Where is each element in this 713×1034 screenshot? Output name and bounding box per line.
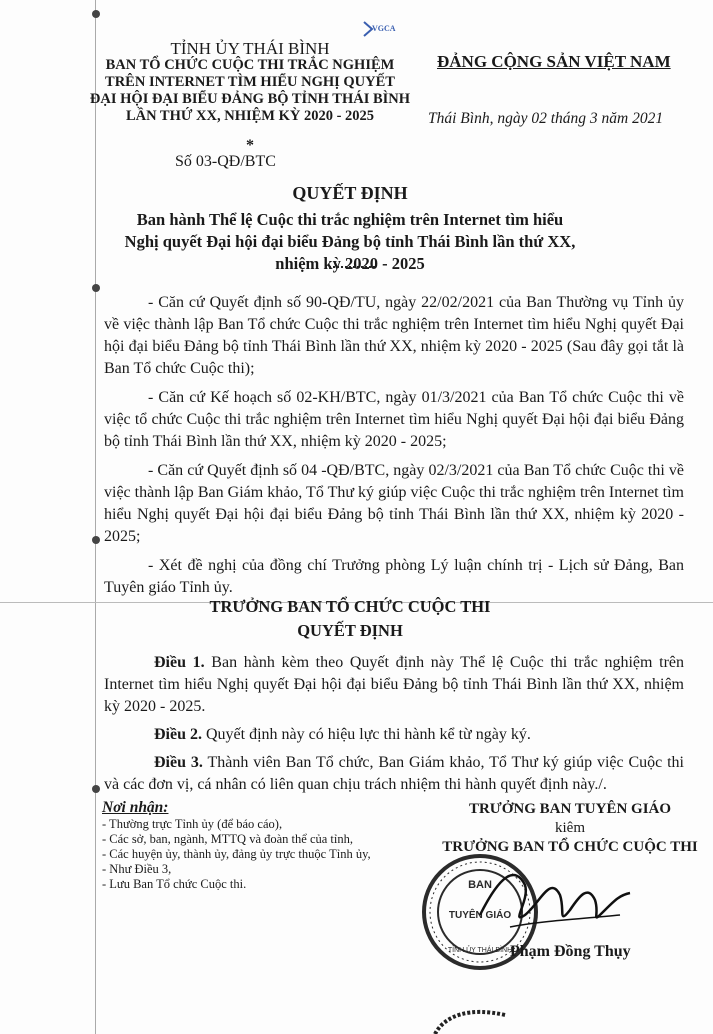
svg-text:BAN: BAN <box>468 879 492 891</box>
issuing-organization <box>80 40 420 125</box>
article <box>104 652 684 718</box>
decision-heading: QUYẾT ĐỊNH <box>297 621 403 640</box>
org-line: LẦN THỨ XX, NHIỆM KỲ 2020 - 2025 <box>125 108 375 124</box>
digital-signature-icon <box>362 20 374 38</box>
article-text: Thành viên Ban Tổ chức, Ban Giám khảo, Tổ Thư ký giúp việc Cuộc thi và các đơn vị, cá nhân có liên quan chịu trách nhiệm thi hành quyết định này./. <box>104 754 684 793</box>
document-title: QUYẾT ĐỊNH <box>292 183 408 203</box>
org-line: TỈNH ỦY THÁI BÌNH <box>170 39 330 58</box>
preamble-paragraph: - Xét đề nghị của đồng chí Trưởng phòng Lý luận chính trị - Lịch sử Đảng, Ban Tuyên giáo Tỉnh ủy. <box>104 557 684 596</box>
org-line: BAN TỔ CHỨC CUỘC THI TRẮC NGHIỆM <box>105 57 395 73</box>
svg-text:TỈNH ỦY THÁI BÌNH: TỈNH ỦY THÁI BÌNH <box>447 947 513 954</box>
preamble-paragraph: - Căn cứ Quyết định số 04 -QĐ/BTC, ngày 02/3/2021 của Ban Tổ chức Cuộc thi về việc thành lập Ban Giám khảo, Tổ Thư ký giúp việc Cuộc thi trắc nghiệm trên Internet tìm hiểu Nghị quyết Đại hội đại biểu Đảng bộ tỉnh Thái Bình lần thứ XX, nhiệm kỳ 2020 - 2025; <box>104 462 684 545</box>
preamble-paragraph: - Căn cứ Kế hoạch số 02-KH/BTC, ngày 01/3/2021 của Ban Tổ chức Cuộc thi về việc tổ chức Cuộc thi trắc nghiệm trên Internet tìm hiểu Nghị quyết Đại hội đại biểu Đảng bộ tỉnh Thái Bình lần thứ XX, nhiệm kỳ 2020 - 2025; <box>104 389 684 450</box>
recipient-item: - Các huyện ủy, thành ủy, đảng ủy trực thuộc Tỉnh ủy, <box>102 847 371 861</box>
article-label: Điều 1. <box>154 654 205 671</box>
recipient-item: - Các sở, ban, ngành, MTTQ và đoàn thể của tỉnh, <box>102 832 353 846</box>
org-line: ĐẠI HỘI ĐẠI BIỂU ĐẢNG BỘ TỈNH THÁI BÌNH <box>89 91 411 107</box>
svg-text:TUYÊN GIÁO: TUYÊN GIÁO <box>448 910 512 921</box>
article-label: Điều 3. <box>154 754 203 771</box>
article <box>104 724 684 746</box>
org-line: TRÊN INTERNET TÌM HIỂU NGHỊ QUYẾT <box>105 74 395 90</box>
document-number: Số 03-QĐ/BTC <box>175 153 276 170</box>
preamble-paragraph: - Căn cứ Quyết định số 90-QĐ/TU, ngày 22/02/2021 của Ban Thường vụ Tỉnh ủy về việc thành lập Ban Tổ chức Cuộc thi trắc nghiệm trên Internet tìm hiểu Nghị quyết Đại hội đại biểu Đảng bộ tỉnh Thái Bình lần thứ XX, nhiệm kỳ 2020 - 2025 (Sau đây gọi tắt là Ban Tổ chức Cuộc thi); <box>104 294 684 377</box>
punch-hole <box>92 536 100 544</box>
party-name: ĐẢNG CỘNG SẢN VIỆT NAM <box>437 52 671 71</box>
signer-name: Phạm Đồng Thụy <box>510 943 631 960</box>
recipient-item: - Thường trực Tỉnh ủy (để báo cáo), <box>102 817 283 831</box>
article-label: Điều 2. <box>154 726 202 743</box>
title-divider <box>325 266 375 268</box>
subtitle-line: nhiệm kỳ 2020 - 2025 <box>275 254 425 273</box>
signer-title: TRƯỞNG BAN TUYÊN GIÁO <box>468 801 672 817</box>
header-star: * <box>246 137 254 154</box>
punch-hole <box>92 10 100 18</box>
article-text: Ban hành kèm theo Quyết định này Thể lệ Cuộc thi trắc nghiệm trên Internet tìm hiểu Nghị quyết Đại hội đại biểu Đảng bộ tỉnh Thái Bình lần thứ XX, nhiệm kỳ 2020 - 2025. <box>104 654 684 715</box>
punch-hole <box>92 785 100 793</box>
recipients-block <box>102 800 422 892</box>
digital-signature-logo: VGCA <box>372 24 396 33</box>
scan-edge-line <box>95 0 96 1034</box>
recipient-item: - Lưu Ban Tổ chức Cuộc thi. <box>102 877 247 891</box>
issue-date: Thái Bình, ngày 02 tháng 3 năm 2021 <box>428 110 664 127</box>
article <box>104 752 684 796</box>
preamble <box>104 292 684 606</box>
punch-hole <box>92 284 100 292</box>
article-text: Quyết định này có hiệu lực thi hành kể từ ngày ký. <box>202 726 531 743</box>
articles <box>104 652 684 802</box>
page-seal-fragment-icon <box>430 1005 510 1034</box>
signer-title-2: TRƯỞNG BAN TỔ CHỨC CUỘC THI <box>442 839 698 855</box>
handwritten-signature <box>470 855 640 935</box>
signature-block <box>430 800 710 857</box>
recipients-label: Nơi nhận: <box>102 799 169 816</box>
subtitle-line: Ban hành Thể lệ Cuộc thi trắc nghiệm trên Internet tìm hiểu <box>136 210 564 229</box>
subtitle-line: Nghị quyết Đại hội đại biểu Đảng bộ tỉnh Thái Bình lần thứ XX, <box>124 232 576 251</box>
decision-authority: TRƯỞNG BAN TỔ CHỨC CUỘC THI <box>209 597 491 616</box>
recipient-item: - Như Điều 3, <box>102 862 172 876</box>
signer-concurrent: kiêm <box>555 820 585 836</box>
